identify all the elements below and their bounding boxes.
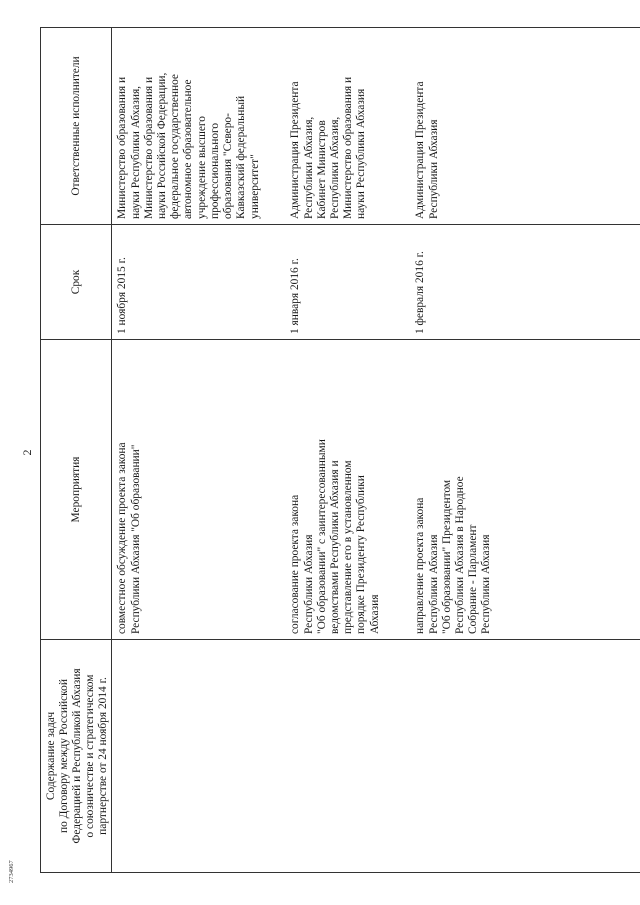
table-header-row xyxy=(41,28,112,873)
cell-event: согласование проекта закона Республики Абхазия "Об образовании" с заинтересованными ведомствами Республики Абхазия и представление его в установленном порядке Президенту Республики Абхазия xyxy=(285,340,410,640)
cell-responsible: Администрация Президента Республики Абхазия xyxy=(410,28,640,225)
cell-deadline: 1 ноября 2015 г. xyxy=(112,225,286,340)
table-row xyxy=(285,28,410,873)
cell-deadline: 1 января 2016 г. xyxy=(285,225,410,340)
table-header xyxy=(41,28,112,873)
cell-task xyxy=(410,640,640,873)
document-code: 2734967 xyxy=(8,860,15,883)
header-deadline: Срок xyxy=(41,225,112,340)
header-event: Мероприятия xyxy=(41,340,112,640)
table-body xyxy=(112,28,640,873)
cell-responsible: Администрация Президента Республики Абхазия, Кабинет Министров Республики Абхазия, Министерство образования и науки Республики Абхазия xyxy=(285,28,410,225)
header-responsible: Ответственные исполнители xyxy=(41,28,112,225)
page-number: 2 xyxy=(20,449,34,456)
table-row xyxy=(410,28,640,873)
cell-responsible: Министерство образования и науки Республики Абхазия, Министерство образования и науки Российской Федерации, федеральное государственное автономное образовательное учреждение высшего профессионального образования "Северо- Кавказский федеральный университет" xyxy=(112,28,286,225)
header-task: Содержание задач по Договору между Российской Федерацией и Республикой Абхазия о союзничестве и стратегическом партнерстве от 24 ноября 2014 г. xyxy=(41,640,112,873)
cell-event: направление проекта закона Республики Абхазия "Об образовании" Президентом Республики Абхазия в Народное Собрание - Парламент Республики Абхазия xyxy=(410,340,640,640)
action-plan-table xyxy=(40,27,640,873)
table-row xyxy=(112,28,286,873)
cell-task xyxy=(112,640,286,873)
cell-deadline: 1 февраля 2016 г. xyxy=(410,225,640,340)
cell-task xyxy=(285,640,410,873)
cell-event: совместное обсуждение проекта закона Республики Абхазия "Об образовании" xyxy=(112,340,286,640)
